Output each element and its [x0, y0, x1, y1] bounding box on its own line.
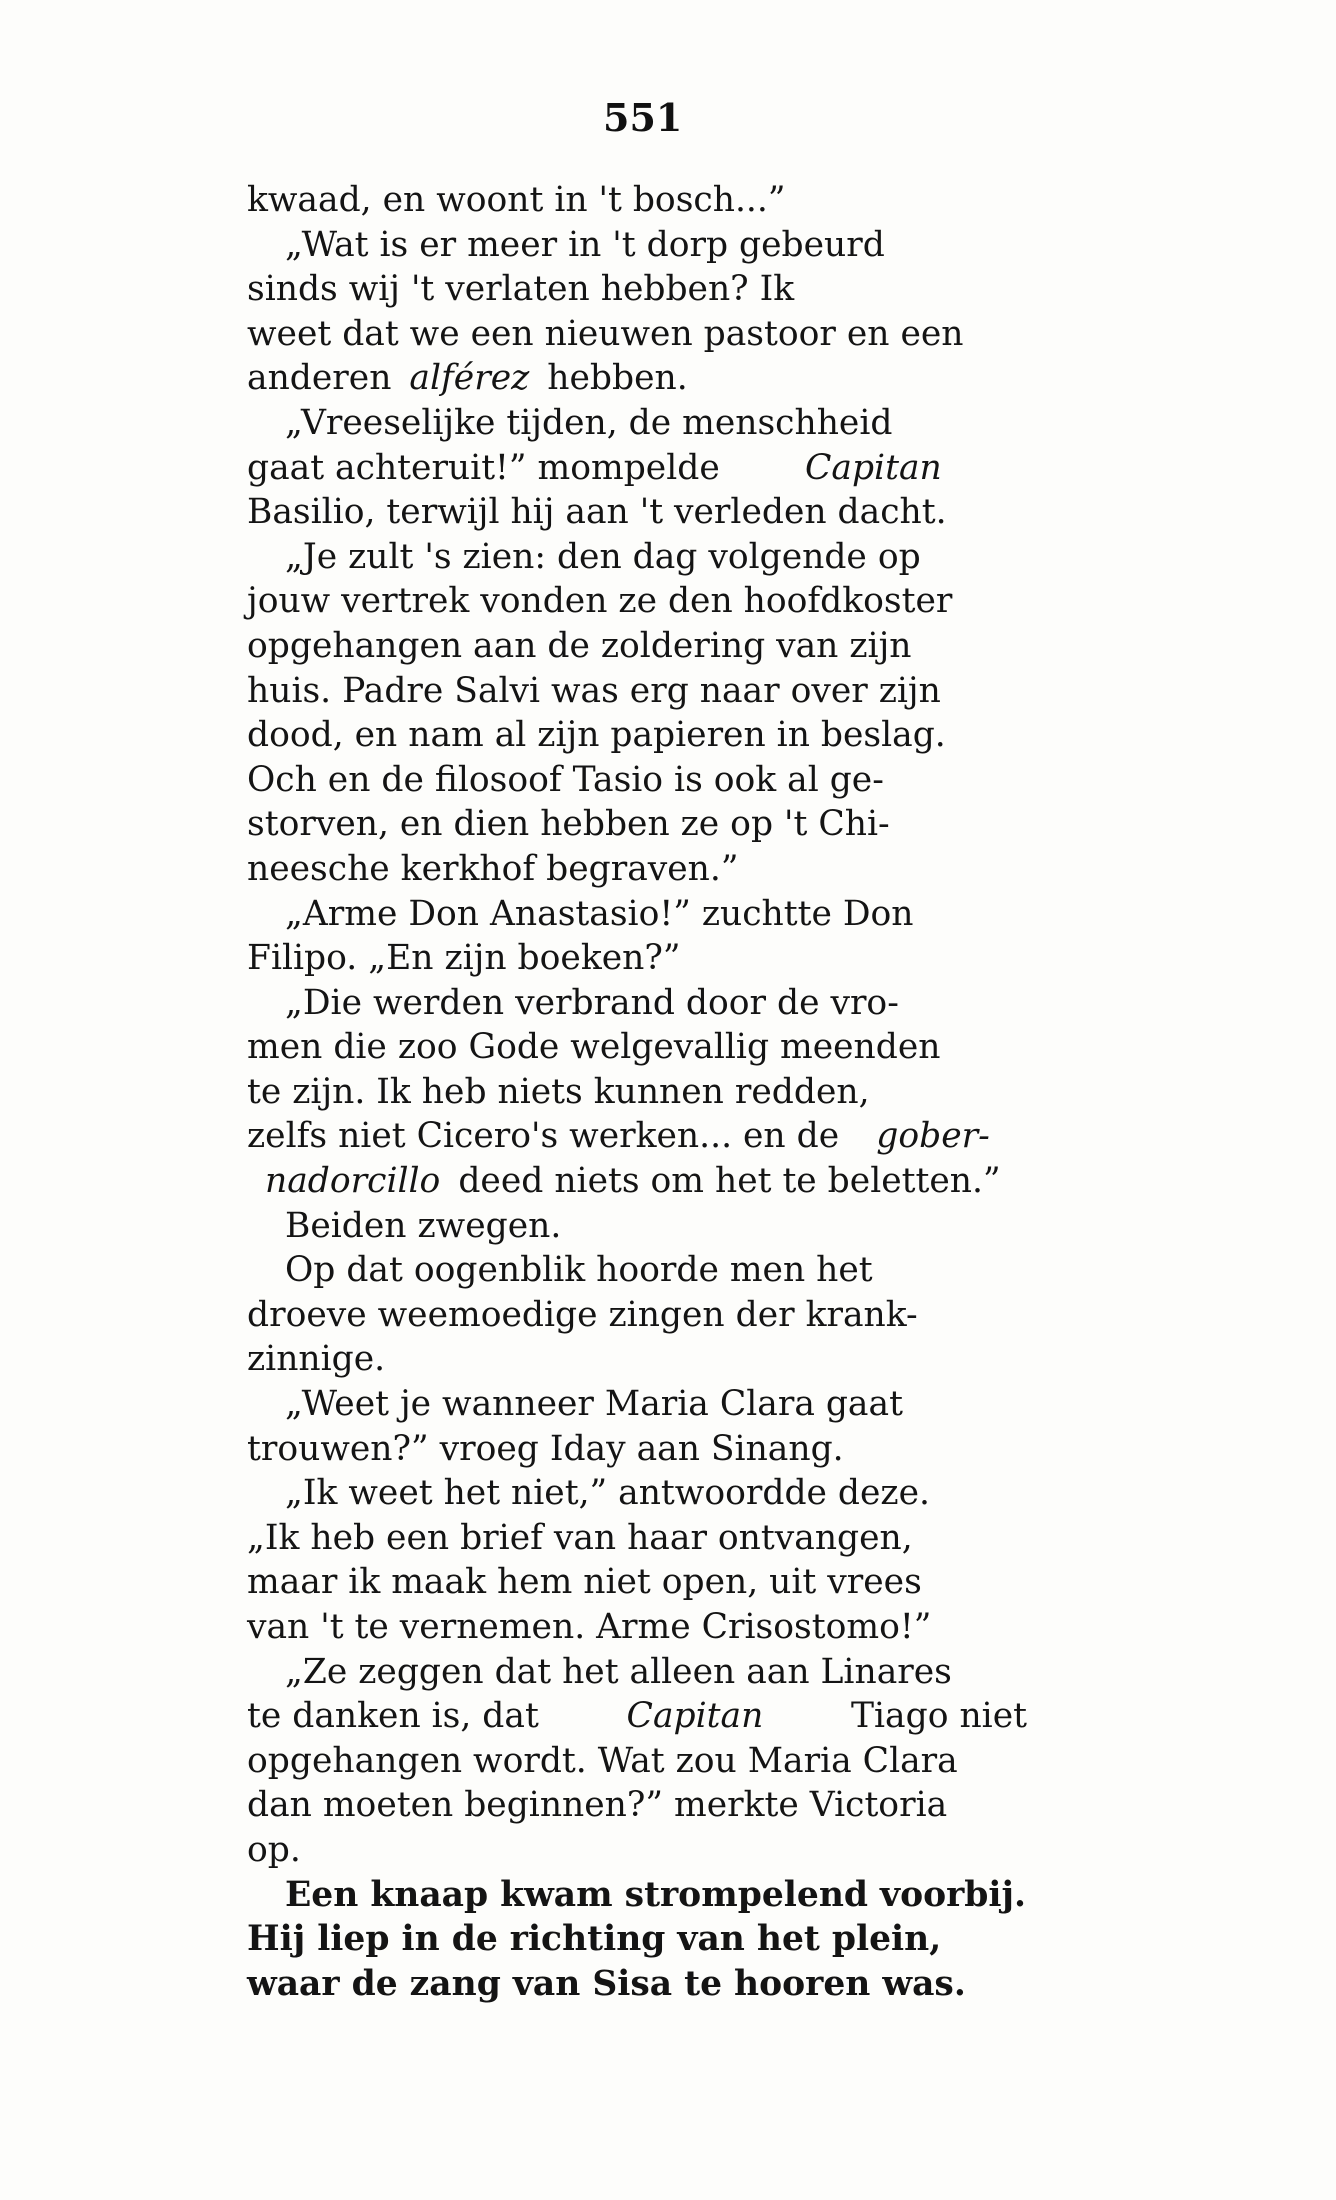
text-line [247, 446, 1027, 491]
text-line: „Weet je wanneer Maria Clara gaat [285, 1384, 903, 1425]
text-fragment: gaat achteruit!” mompelde [247, 447, 720, 488]
text-line: te zijn. Ik heb niets kunnen redden, [247, 1071, 870, 1112]
italic-word: alférez [409, 358, 530, 399]
text-line: dood, en nam al zijn papieren in beslag. [247, 715, 946, 756]
text-line: sinds wij 't verlaten hebben? Ik [247, 269, 795, 310]
text-line: Basilio, terwijl hij aan 't verleden dacht. [247, 492, 947, 533]
text-line: waar de zang van Sisa te hooren was. [247, 1963, 966, 2004]
text-line: op. [247, 1829, 301, 1870]
italic-word: nadorcillo [265, 1161, 441, 1202]
text-line: „Vreeselijke tijden, de menschheid [285, 402, 893, 443]
text-line: kwaad, en woont in 't bosch...” [247, 180, 786, 220]
text-line: men die zoo Gode welgevallig meenden [247, 1027, 941, 1068]
text-line: opgehangen aan de zoldering van zijn [247, 625, 912, 666]
text-line: Een knaap kwam strompelend voorbij. [285, 1874, 1027, 1915]
body-text [247, 178, 1027, 2006]
text-line: „Ze zeggen dat het alleen aan Linares [285, 1651, 952, 1692]
text-line: „Je zult 's zien: den dag volgende op [285, 536, 921, 577]
page-number: 551 [603, 95, 683, 140]
text-fragment: te danken is, dat [247, 1696, 539, 1737]
text-line [247, 356, 1027, 401]
text-line: „Ik heb een brief van haar ontvangen, [247, 1517, 913, 1558]
text-line: Hij liep in de richting van het plein, [247, 1919, 942, 1960]
text-line: „Wat is er meer in 't dorp gebeurd [285, 224, 885, 265]
text-line: opgehangen wordt. Wat zou Maria Clara [247, 1740, 958, 1781]
text-line: neesche kerkhof begraven.” [247, 848, 739, 889]
text-line: maar ik maak hem niet open, uit vrees [247, 1562, 922, 1603]
text-fragment: anderen [247, 358, 392, 399]
text-fragment: Tiago niet [851, 1696, 1027, 1737]
text-line: Filipo. „En zijn boeken?” [247, 938, 681, 979]
text-line: „Die werden verbrand door de vro- [285, 982, 899, 1023]
italic-word: gober- [876, 1116, 990, 1157]
text-line: jouw vertrek vonden ze den hoofdkoster [247, 581, 953, 622]
text-line [247, 1159, 1027, 1204]
text-line: dan moeten beginnen?” merkte Victoria [247, 1785, 948, 1826]
text-line: „Arme Don Anastasio!” zuchtte Don [285, 893, 914, 934]
text-line: zinnige. [247, 1339, 386, 1380]
text-fragment: deed niets om het te beletten.” [458, 1161, 1001, 1202]
italic-word: Capitan [805, 447, 942, 488]
text-line: storven, en dien hebben ze op 't Chi- [247, 804, 890, 845]
text-line: van 't te vernemen. Arme Crisostomo!” [247, 1607, 932, 1647]
text-line [247, 1114, 1027, 1159]
text-fragment: hebben. [547, 358, 688, 399]
text-line: Beiden zwegen. [285, 1205, 562, 1246]
italic-word: Capitan [626, 1696, 764, 1737]
text-line: „Ik weet het niet,” antwoordde deze. [285, 1473, 930, 1514]
text-line: weet dat we een nieuwen pastoor en een [247, 313, 964, 354]
text-line: Och en de filosoof Tasio is ook al ge- [247, 759, 884, 800]
text-line: trouwen?” vroeg Iday aan Sinang. [247, 1428, 844, 1469]
text-line [247, 1694, 1027, 1739]
text-line: huis. Padre Salvi was erg naar over zijn [247, 670, 941, 711]
text-line: droeve weemoedige zingen der krank- [247, 1294, 918, 1335]
text-line: Op dat oogenblik hoorde men het [285, 1250, 873, 1291]
text-fragment: zelfs niet Cicero's werken... en de [247, 1116, 840, 1157]
